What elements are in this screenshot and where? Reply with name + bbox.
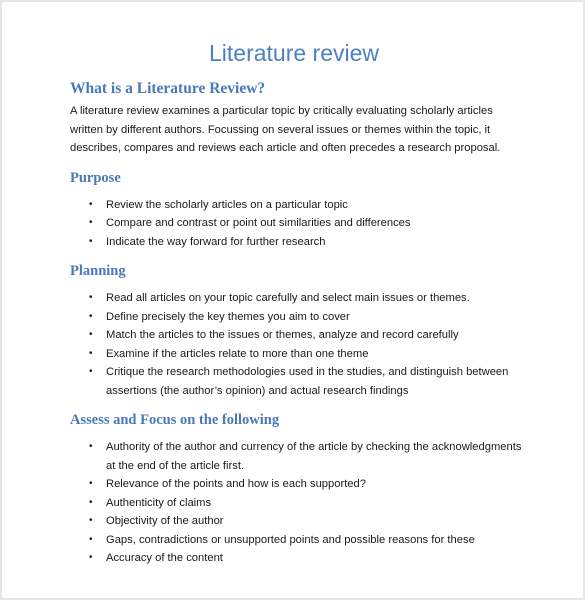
bullet-icon: •: [89, 366, 93, 377]
bullet-icon: •: [89, 198, 93, 210]
list-item: • Authenticity of claims: [70, 494, 563, 513]
intro-line: A literature review examines a particular topic by critically evaluating scholarly articles: [70, 105, 493, 117]
bullet-icon: •: [89, 292, 93, 303]
bullet-icon: •: [89, 478, 93, 489]
bullet-icon: •: [89, 533, 93, 545]
bullet-icon: •: [89, 496, 93, 508]
list-item: • Examine if the articles relate to more than one theme: [70, 345, 563, 364]
bullet-icon: •: [89, 552, 93, 563]
bullet-icon: •: [89, 515, 93, 526]
list-item: • Read all articles on your topic carefully and select main issues or themes.: [70, 289, 563, 308]
intro-paragraph: [70, 102, 563, 158]
list-item: • Define precisely the key themes you aim to cover: [70, 308, 563, 327]
list-item: • Compare and contrast or point out similarities and differences: [70, 214, 563, 233]
document-page: [2, 2, 583, 598]
planning-list: [70, 289, 563, 400]
intro-line: written by different authors. Focussing on several issues or themes within the topic, it: [70, 123, 491, 136]
list-item: • Gaps, contradictions or unsupported points and possible reasons for these: [70, 531, 563, 550]
bullet-icon: •: [89, 310, 93, 322]
list-item: • Critique the research methodologies used in the studies, and distinguish between assertions (the author’s opinion) and actual research findings: [70, 363, 563, 400]
list-item: • Relevance of the points and how is each supported?: [70, 475, 563, 494]
section-heading-purpose: Purpose: [70, 169, 121, 186]
assess-list: [70, 438, 563, 568]
list-item: • Objectivity of the author: [70, 512, 563, 531]
page-title: Literature review: [208, 40, 380, 66]
list-item: • Accuracy of the content: [70, 549, 563, 568]
section-heading-planning: Planning: [70, 263, 126, 279]
list-item: • Indicate the way forward for further research: [70, 233, 563, 252]
intro-line: describes, compares and reviews each article and often precedes a research proposal.: [70, 142, 501, 154]
bullet-icon: •: [89, 235, 93, 247]
bullet-icon: •: [89, 347, 93, 359]
bullet-icon: •: [89, 441, 93, 452]
intro-heading: What is a Literature Review?: [70, 80, 266, 97]
list-item: • Review the scholarly articles on a particular topic: [70, 196, 563, 215]
bullet-icon: •: [89, 217, 93, 228]
list-item: • Authority of the author and currency of the article by checking the acknowledgments at the end of the article first.: [70, 438, 563, 475]
purpose-list: [70, 196, 563, 252]
list-item: • Match the articles to the issues or themes, analyze and record carefully: [70, 326, 563, 345]
bullet-icon: •: [89, 329, 93, 340]
section-heading-assess: Assess and Focus on the following: [70, 412, 280, 428]
